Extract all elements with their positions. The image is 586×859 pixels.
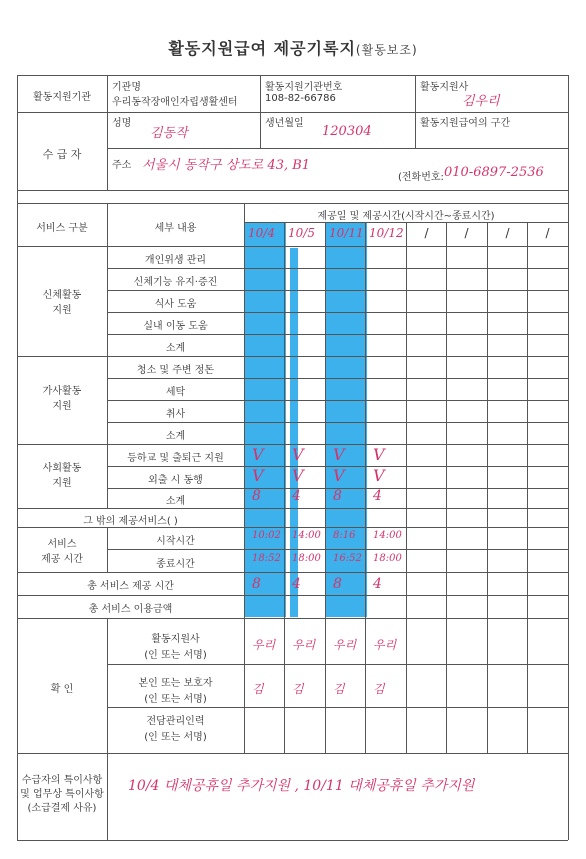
start-time-3: 8:16 [333,530,356,541]
phone-label: (전화번호: [398,172,444,183]
total-time-4: 4 [373,576,382,592]
check-outing-1: V [252,466,264,485]
group-housework: 가사활동 지원 [42,386,82,412]
check-outing-3: V [333,466,345,485]
date-header-6: / [464,226,469,240]
col-detail: 세부 내용 [154,223,197,234]
self-sign-label: 본인 또는 보호자 (인 또는 서명) [138,678,213,705]
notes-text: 10/4 대체공휴일 추가지원 , 10/11 대체공휴일 추가지원 [128,778,475,794]
end-time-4: 18:00 [373,553,402,564]
assistant-sign-3: 우리 [333,638,357,652]
assistant-name: 김우리 [462,94,500,109]
check-commute-1: V [252,445,264,464]
end-time-1: 18:52 [252,553,281,564]
check-commute-4: V [373,445,385,464]
row-cooking: 취사 [165,409,186,420]
self-sign-4: 김 [373,682,385,696]
social-subtotal-3: 8 [333,488,342,504]
check-commute-2: V [292,445,304,464]
title-main: 활동지원급여 제공기록지 [168,39,356,58]
row-cleaning: 청소 및 주변 정돈 [136,365,215,376]
row-laundry: 세탁 [165,387,186,398]
recipient-address: 서울시 동작구 상도로 43, B1 [142,158,311,173]
date-header-4: 10/12 [369,226,404,240]
title-sub: (활동보조) [355,43,418,57]
row-outing: 외출 시 동행 [148,475,203,486]
self-sign-2: 김 [292,682,304,696]
date-header-8: / [545,226,550,240]
date-header-3: 10/11 [329,226,364,240]
assistant-sign-label: 활동지원사 (인 또는 서명) [144,634,207,661]
start-time-1: 10:02 [252,530,281,541]
start-time-label: 시작시간 [156,536,195,547]
social-subtotal-4: 4 [373,488,382,504]
notes-label: 수급자의 특이사항 및 업무상 특이사항 (소급결제 사유) [20,775,104,814]
row-other-service: 그 밖의 제공서비스( ) [83,516,178,527]
row-social-subtotal: 소계 [165,496,186,507]
agency-no: 108-82-66786 [265,93,336,104]
group-social: 사회활동 지원 [42,463,82,489]
start-time-2: 14:00 [292,530,321,541]
row-housework-subtotal: 소계 [165,431,186,442]
row-physical-subtotal: 소계 [165,343,186,354]
agency-name: 우리동작장애인자립생활센터 [112,97,238,108]
name-label: 성명 [112,118,132,129]
recipient-name: 김동작 [150,126,188,141]
col-service: 서비스 구분 [36,223,88,234]
address-label: 주소 [112,160,132,171]
self-sign-3: 김 [333,682,345,696]
assistant-sign-4: 우리 [373,638,397,652]
row-commute: 등하교 및 출퇴근 지원 [127,453,224,464]
agency-name-label: 기관명 [112,82,141,93]
total-cost-label: 총 서비스 이용금액 [88,604,173,615]
assistant-sign-1: 우리 [252,638,276,652]
date-header-1: 10/4 [248,226,275,240]
date-header-5: / [424,226,429,240]
row-hygiene: 개인위생 관리 [144,255,207,266]
check-commute-3: V [333,445,345,464]
assistant-label: 활동지원사 [420,82,469,93]
date-header-7: / [505,226,510,240]
page-title [0,36,586,59]
social-subtotal-2: 4 [292,488,301,504]
check-outing-4: V [373,466,385,485]
period-label: 활동지원급여의 구간 [420,118,511,129]
row-meal: 식사 도움 [154,299,197,310]
col-dates: 제공일 및 제공시간(시작시간~종료시간) [317,211,495,222]
social-subtotal-1: 8 [252,488,261,504]
time-group: 서비스 제공 시간 [41,539,83,565]
birth-label: 생년월일 [265,118,304,129]
total-time-3: 8 [333,576,342,592]
recipient-birth: 120304 [322,124,372,139]
assistant-sign-2: 우리 [292,638,316,652]
end-time-label: 종료시간 [156,559,195,570]
total-time-2: 4 [292,576,301,592]
end-time-3: 16:52 [333,553,362,564]
group-physical: 신체활동 지원 [42,290,82,316]
confirm-label: 확 인 [50,684,74,695]
row-indoor-move: 실내 이동 도움 [143,321,208,332]
self-sign-1: 김 [252,682,264,696]
recipient-phone: 010-6897-2536 [444,165,544,180]
total-time-1: 8 [252,576,261,592]
recipient-label: 수 급 자 [42,148,82,161]
check-outing-2: V [292,466,304,485]
agency-no-label: 활동지원기관번호 [265,82,343,93]
row-body-function: 신체기능 유지·증진 [133,277,218,288]
start-time-4: 14:00 [373,530,402,541]
manager-sign-label: 전담관리인력 (인 또는 서명) [144,716,207,743]
date-header-2: 10/5 [288,226,315,240]
agency-label: 활동지원기관 [33,92,91,103]
total-time-label: 총 서비스 제공 시간 [87,581,174,592]
end-time-2: 18:00 [292,553,321,564]
